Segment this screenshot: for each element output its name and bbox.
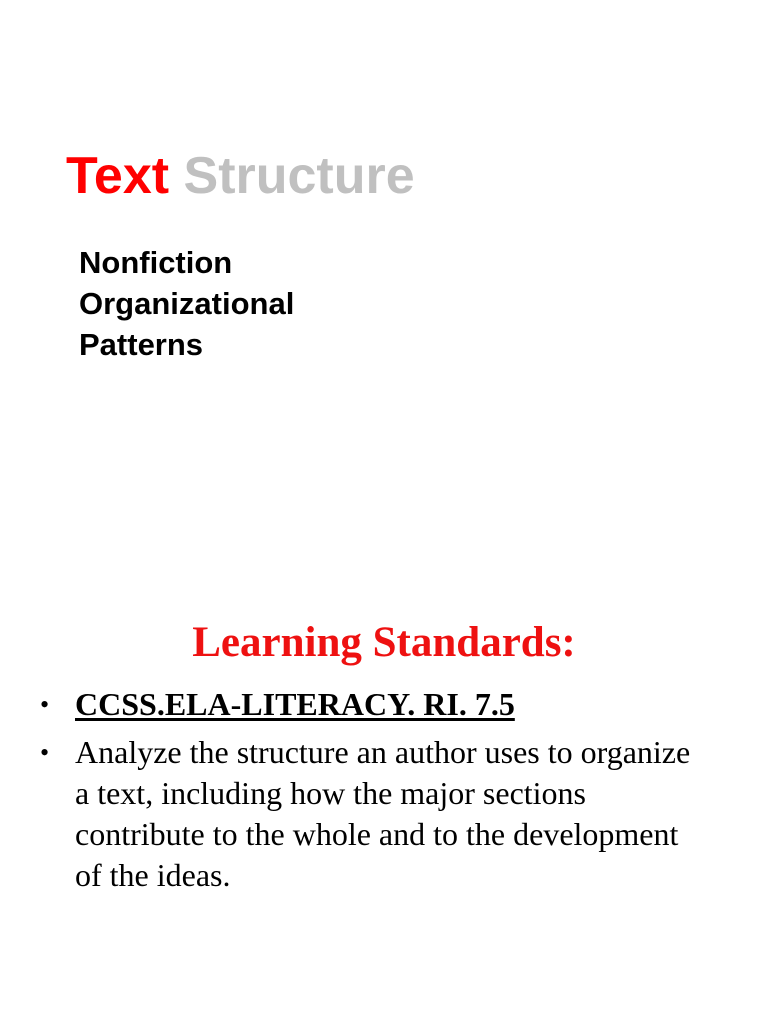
standard-code: CCSS.ELA-LITERACY. RI. 7.5	[75, 686, 515, 722]
subtitle-line: Organizational	[79, 286, 295, 321]
standards-list	[40, 684, 700, 903]
list-item	[40, 684, 700, 725]
list-item	[40, 732, 700, 896]
bullet-icon: •	[40, 738, 50, 767]
title-word-text: Text	[66, 147, 170, 205]
subtitle-line: Patterns	[79, 327, 204, 362]
subtitle-line: Nonfiction	[79, 245, 233, 280]
subtitle	[79, 242, 294, 365]
standard-description: Analyze the structure an author uses to organize a text, including how the major sections contribute to the whole and to the development of the ideas.	[75, 734, 691, 893]
title-word-structure: Structure	[183, 147, 415, 205]
slide-title-heading	[66, 142, 415, 210]
learning-standards-heading: Learning Standards:	[192, 619, 576, 666]
bullet-icon: •	[40, 690, 50, 719]
